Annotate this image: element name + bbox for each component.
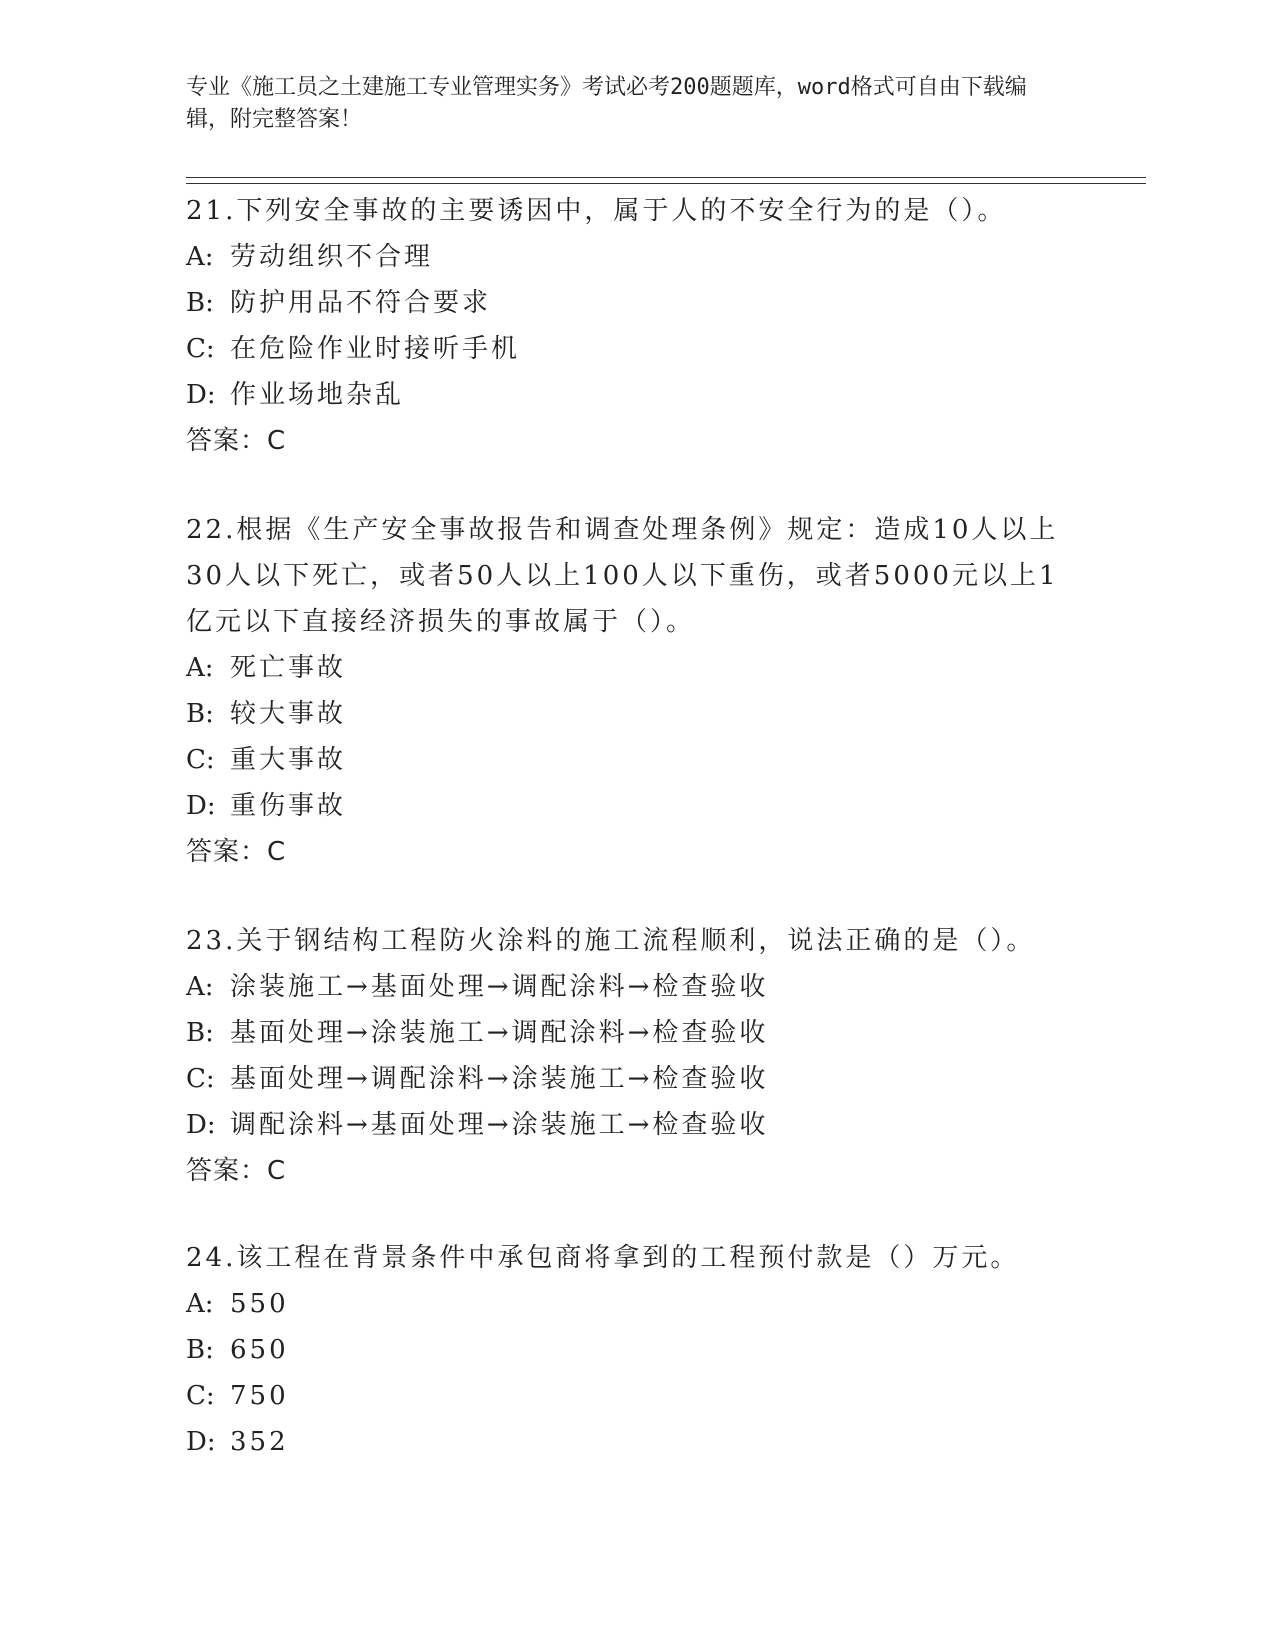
option-letter: D: <box>186 380 216 410</box>
option-letter: C: <box>186 1064 215 1094</box>
option-letter: C: <box>186 1381 215 1411</box>
option-text: 550 <box>230 1289 289 1319</box>
question-stem: 22.根据《生产安全事故报告和调查处理条例》规定：造成10人以上30人以下死亡，或者50人以上100人以下重伤，或者5000元以上1亿元以下直接经济损失的事故属于（）。 <box>186 515 1059 637</box>
option-c <box>186 326 1086 372</box>
option-letter: B: <box>186 288 214 318</box>
option-a <box>186 645 1086 691</box>
option-d <box>186 372 1086 418</box>
option-a <box>186 234 1086 280</box>
option-b <box>186 1327 1086 1373</box>
option-letter: C: <box>186 745 215 775</box>
option-letter: A: <box>186 972 214 1002</box>
option-letter: A: <box>186 653 214 683</box>
option-text: 调配涂料→基面处理→涂装施工→检查验收 <box>230 1110 769 1140</box>
option-b <box>186 1010 1086 1056</box>
option-text: 重伤事故 <box>230 791 347 821</box>
option-letter: B: <box>186 1018 214 1048</box>
option-text: 650 <box>230 1335 289 1365</box>
option-text: 劳动组织不合理 <box>230 242 434 272</box>
question-stem: 23.关于钢结构工程防火涂料的施工流程顺利，说法正确的是（）。 <box>186 926 1036 956</box>
option-d <box>186 1102 1086 1148</box>
option-letter: D: <box>186 1427 216 1457</box>
option-c <box>186 737 1086 783</box>
option-b <box>186 280 1086 326</box>
option-c <box>186 1056 1086 1102</box>
option-text: 基面处理→涂装施工→调配涂料→检查验收 <box>230 1018 769 1048</box>
option-letter: C: <box>186 334 215 364</box>
option-a <box>186 964 1086 1010</box>
question-22 <box>186 507 1086 875</box>
option-text: 作业场地杂乱 <box>230 380 405 410</box>
answer-line: 答案：C <box>186 1156 287 1186</box>
option-text: 防护用品不符合要求 <box>230 288 492 318</box>
header-divider-top <box>186 177 1146 178</box>
option-letter: B: <box>186 699 214 729</box>
question-stem: 24.该工程在背景条件中承包商将拿到的工程预付款是（）万元。 <box>186 1243 1020 1273</box>
option-d <box>186 1419 1086 1465</box>
question-stem: 21.下列安全事故的主要诱因中，属于人的不安全行为的是（）。 <box>186 196 1007 226</box>
question-21 <box>186 188 1086 464</box>
option-text: 重大事故 <box>230 745 347 775</box>
option-text: 涂装施工→基面处理→调配涂料→检查验收 <box>230 972 769 1002</box>
option-letter: D: <box>186 1110 216 1140</box>
option-c <box>186 1373 1086 1419</box>
answer-line: 答案：C <box>186 837 287 867</box>
option-text: 基面处理→调配涂料→涂装施工→检查验收 <box>230 1064 769 1094</box>
option-letter: A: <box>186 242 214 272</box>
option-letter: D: <box>186 791 216 821</box>
option-text: 在危险作业时接听手机 <box>230 334 521 364</box>
option-d <box>186 783 1086 829</box>
header-divider-bottom <box>186 183 1146 184</box>
document-header: 专业《施工员之土建施工专业管理实务》考试必考200题题库，word格式可自由下载编辑，附完整答案！ <box>186 75 1027 132</box>
question-23 <box>186 918 1086 1194</box>
question-24 <box>186 1235 1086 1465</box>
option-text: 352 <box>230 1427 289 1457</box>
option-text: 较大事故 <box>230 699 347 729</box>
option-b <box>186 691 1086 737</box>
option-text: 750 <box>230 1381 289 1411</box>
option-letter: A: <box>186 1289 214 1319</box>
answer-line: 答案：C <box>186 426 287 456</box>
option-text: 死亡事故 <box>230 653 347 683</box>
option-a <box>186 1281 1086 1327</box>
option-letter: B: <box>186 1335 214 1365</box>
